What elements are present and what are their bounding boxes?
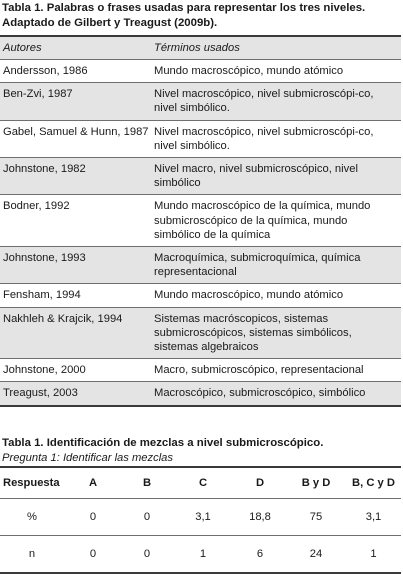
table-row <box>0 83 401 120</box>
header-cell: B y D <box>301 477 331 489</box>
row-label-cell: n <box>28 548 36 560</box>
header-cell: Respuesta <box>3 477 60 489</box>
author-cell: Fensham, 1994 <box>3 289 81 302</box>
table-row <box>0 499 401 536</box>
value-cell: 3,1 <box>195 511 211 523</box>
table-row <box>0 359 401 382</box>
author-cell: Bodner, 1992 <box>3 200 70 213</box>
author-cell: Nakhleh & Krajcik, 1994 <box>3 312 123 325</box>
header-cell: C <box>198 477 208 489</box>
author-cell: Treagust, 2003 <box>3 387 78 400</box>
table2-subtitle: Pregunta 1: Identificar las mezclas <box>2 452 174 464</box>
terms-cell: Nivel macroscópico, nivel submicroscópi-co, nivel simbólico. <box>154 88 374 115</box>
table1 <box>0 35 401 407</box>
terms-cell: Mundo macroscópico, mundo atómico <box>154 65 344 77</box>
table-row <box>0 121 401 158</box>
value-cell: 1 <box>370 548 377 560</box>
value-cell: 1 <box>199 548 207 560</box>
header-cell: B, C y D <box>352 477 395 489</box>
table1-header-terms: Términos usados <box>154 41 240 54</box>
table-row <box>0 195 401 247</box>
author-cell: Johnstone, 2000 <box>3 364 86 377</box>
value-cell: 18,8 <box>249 511 271 523</box>
author-cell: Johnstone, 1993 <box>3 252 86 265</box>
value-cell: 0 <box>143 511 151 523</box>
terms-cell: Mundo macroscópico de la química, mundo submicroscópico de la química, mundo simbólico de la química <box>154 200 371 241</box>
terms-cell: Macroscópico, submicroscópico, simbólico <box>154 387 366 400</box>
terms-cell: Nivel macroscópico, nivel submicroscópi-co, nivel simbólico. <box>154 125 374 152</box>
row-label-cell: % <box>27 511 37 523</box>
terms-cell: Sistemas macróscopicos, sistemas submicroscópicos, sistemas simbólicos, sistemas algebraicos <box>154 312 352 354</box>
header-cell: B <box>142 477 152 489</box>
table-row <box>0 247 401 284</box>
table1-caption: Tabla 1. Palabras o frases usadas para representar los tres niveles. Adaptado de Gilbert y Treagust (2009b). <box>2 2 366 29</box>
terms-cell: Macroquímica, submicroquímica, química representacional <box>154 252 361 279</box>
author-cell: Johnstone, 1982 <box>3 163 86 176</box>
header-cell: D <box>255 477 265 489</box>
value-cell: 0 <box>89 511 97 523</box>
table1-header-authors: Autores <box>3 41 42 54</box>
table2-header-row <box>0 466 401 499</box>
terms-cell: Mundo macroscópico, mundo atómico <box>154 289 344 302</box>
table-row <box>0 158 401 195</box>
table-row <box>0 382 401 406</box>
author-cell: Andersson, 1986 <box>3 65 88 77</box>
terms-cell: Macro, submicroscópico, representacional <box>154 364 364 377</box>
author-cell: Ben-Zvi, 1987 <box>3 88 73 101</box>
value-cell: 3,1 <box>365 511 382 523</box>
table-row <box>0 536 401 574</box>
value-cell: 6 <box>256 548 264 560</box>
value-cell: 24 <box>309 548 323 560</box>
table-row <box>0 60 401 83</box>
value-cell: 0 <box>143 548 151 560</box>
table2 <box>0 466 401 574</box>
author-cell: Gabel, Samuel & Hunn, 1987 <box>3 125 149 138</box>
table1-header-row <box>0 35 401 60</box>
terms-cell: Nivel macro, nivel submicroscópico, nivel simbólico <box>154 163 358 190</box>
table2-caption: Tabla 1. Identificación de mezclas a nivel submicroscópico. <box>2 437 324 449</box>
table-row <box>0 284 401 307</box>
value-cell: 75 <box>309 511 323 523</box>
value-cell: 0 <box>89 548 97 560</box>
table-row <box>0 308 401 360</box>
header-cell: A <box>88 477 98 489</box>
